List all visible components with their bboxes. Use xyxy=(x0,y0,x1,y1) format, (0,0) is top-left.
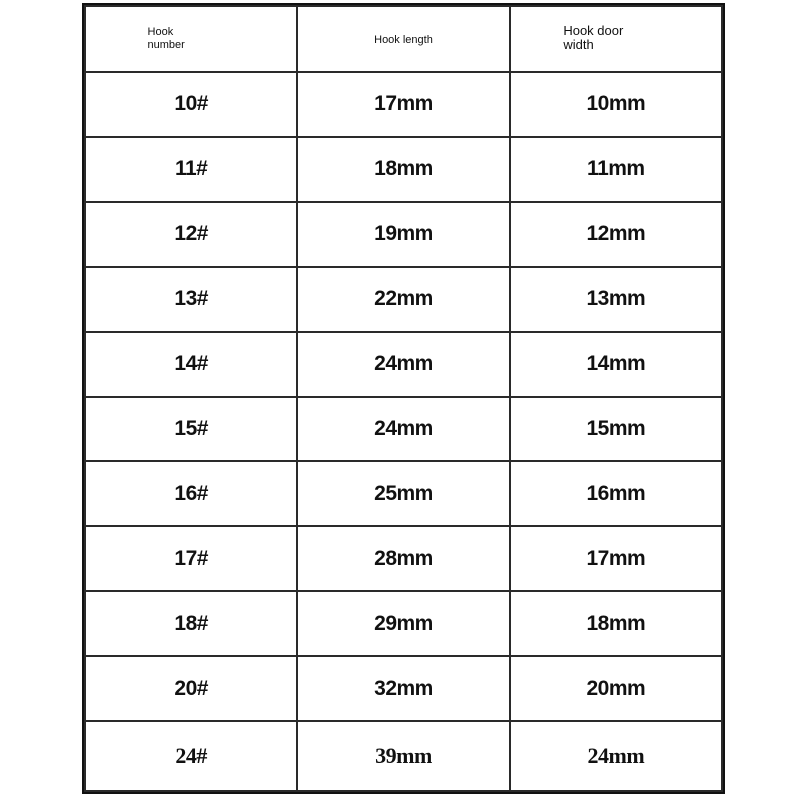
cell-hook-length: 25mm xyxy=(297,461,509,526)
table-row xyxy=(85,656,722,721)
cell-hook-number: 24# xyxy=(85,721,297,791)
cell-hook-length: 24mm xyxy=(297,397,509,462)
cell-hook-door-width: 14mm xyxy=(510,332,722,397)
hook-size-table xyxy=(84,5,723,792)
header-hook-number xyxy=(85,6,297,72)
cell-hook-number: 14# xyxy=(85,332,297,397)
table-row xyxy=(85,591,722,656)
cell-hook-door-width: 24mm xyxy=(510,721,722,791)
cell-hook-number: 10# xyxy=(85,72,297,137)
table-row xyxy=(85,202,722,267)
cell-hook-door-width: 17mm xyxy=(510,526,722,591)
table-row xyxy=(85,267,722,332)
cell-hook-number: 20# xyxy=(85,656,297,721)
cell-hook-length: 28mm xyxy=(297,526,509,591)
cell-hook-length: 29mm xyxy=(297,591,509,656)
header-hook-door-width xyxy=(510,6,722,72)
table-row xyxy=(85,526,722,591)
cell-hook-door-width: 16mm xyxy=(510,461,722,526)
cell-hook-length: 32mm xyxy=(297,656,509,721)
cell-hook-door-width: 11mm xyxy=(510,137,722,202)
table-row xyxy=(85,332,722,397)
hook-size-table-container xyxy=(82,3,725,794)
cell-hook-length: 22mm xyxy=(297,267,509,332)
header-hook-number-line1: Hook xyxy=(147,25,174,38)
cell-hook-length: 17mm xyxy=(297,72,509,137)
header-hook-length xyxy=(297,6,509,72)
cell-hook-length: 18mm xyxy=(297,137,509,202)
table-row xyxy=(85,721,722,791)
table-row xyxy=(85,397,722,462)
cell-hook-length: 19mm xyxy=(297,202,509,267)
header-hook-door-width-line1: Hook door xyxy=(563,23,624,38)
cell-hook-number: 17# xyxy=(85,526,297,591)
cell-hook-number: 16# xyxy=(85,461,297,526)
header-hook-door-width-line2: width xyxy=(563,37,594,52)
table-row xyxy=(85,72,722,137)
cell-hook-length: 39mm xyxy=(297,721,509,791)
cell-hook-door-width: 13mm xyxy=(510,267,722,332)
header-hook-number-line2: number xyxy=(147,38,185,51)
cell-hook-number: 12# xyxy=(85,202,297,267)
cell-hook-length: 24mm xyxy=(297,332,509,397)
cell-hook-number: 15# xyxy=(85,397,297,462)
cell-hook-number: 18# xyxy=(85,591,297,656)
cell-hook-door-width: 20mm xyxy=(510,656,722,721)
cell-hook-door-width: 12mm xyxy=(510,202,722,267)
table-header-row xyxy=(85,6,722,72)
cell-hook-number: 11# xyxy=(85,137,297,202)
cell-hook-number: 13# xyxy=(85,267,297,332)
table-row xyxy=(85,461,722,526)
table-row xyxy=(85,137,722,202)
cell-hook-door-width: 18mm xyxy=(510,591,722,656)
header-hook-length-label: Hook length xyxy=(374,34,433,46)
cell-hook-door-width: 10mm xyxy=(510,72,722,137)
cell-hook-door-width: 15mm xyxy=(510,397,722,462)
